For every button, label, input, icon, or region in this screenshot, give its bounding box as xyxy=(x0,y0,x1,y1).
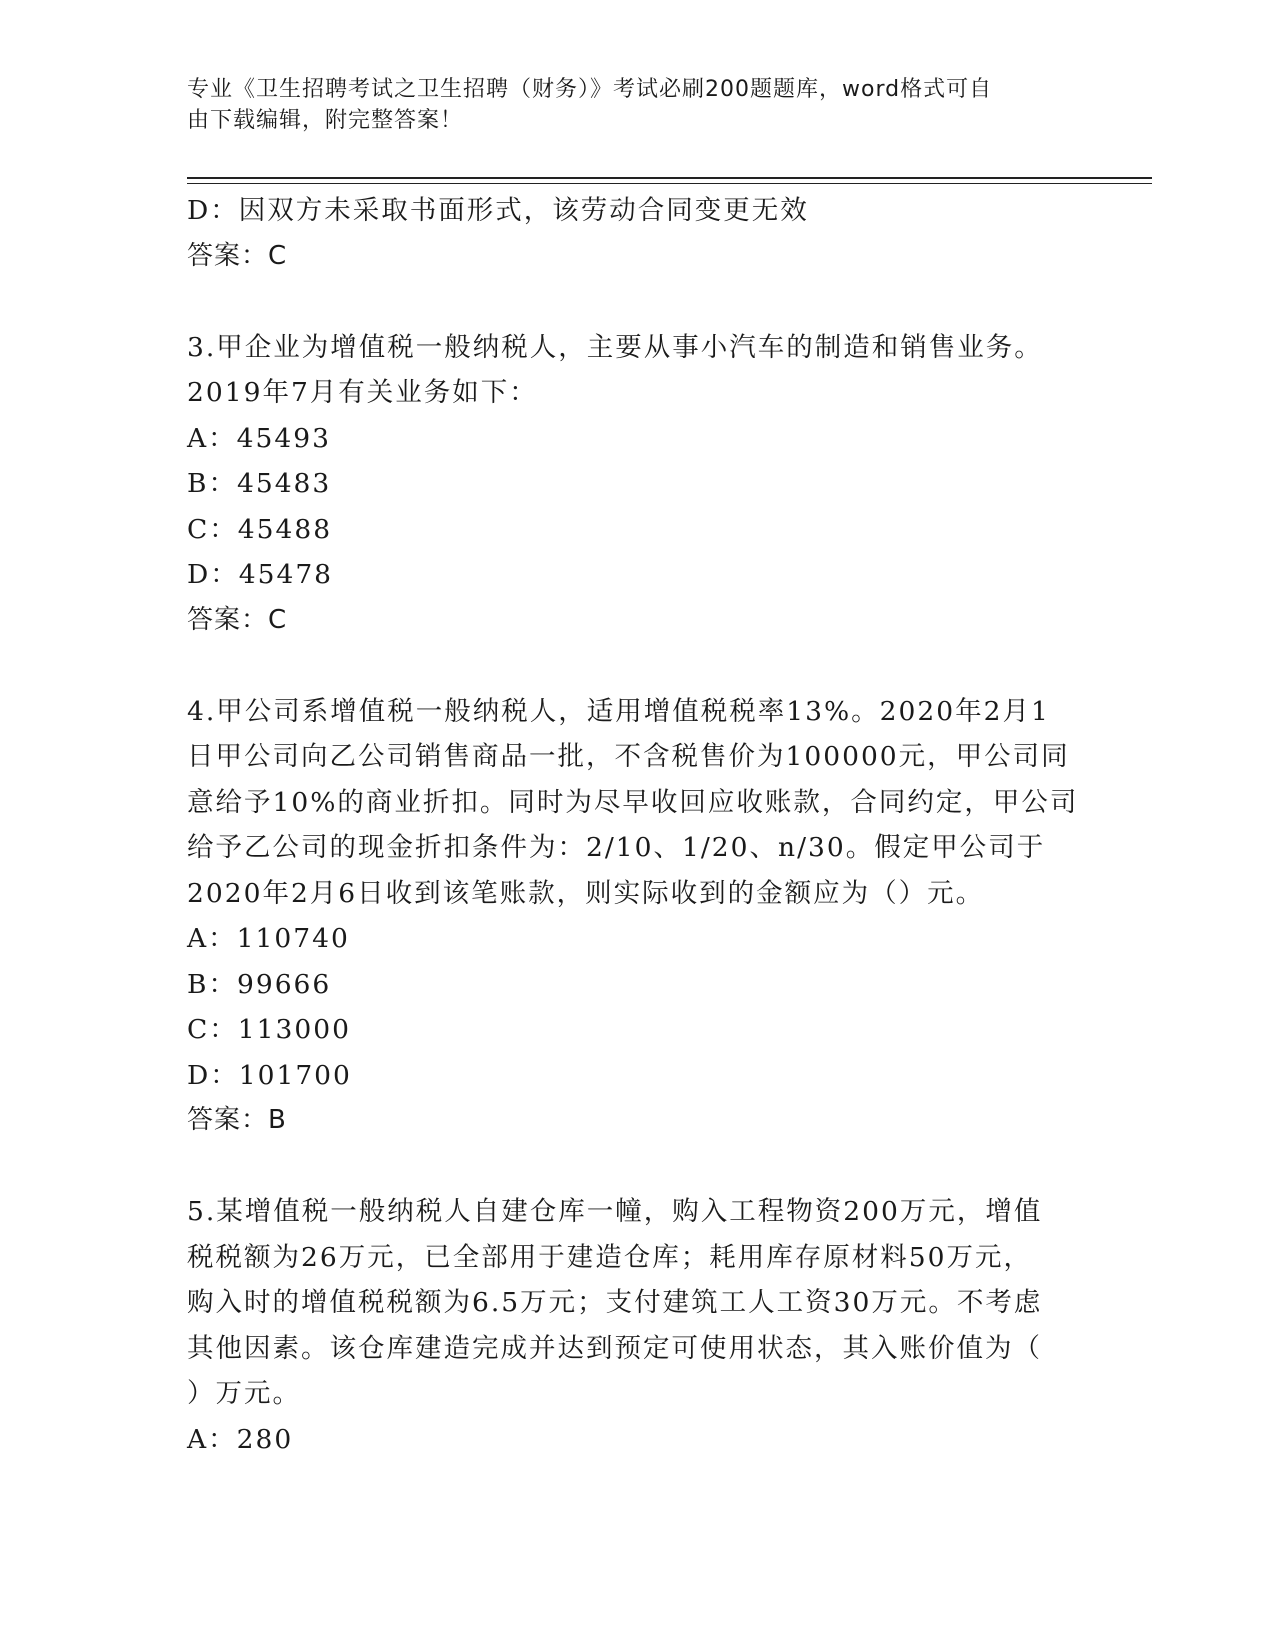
q5-stem-line: 税税额为26万元，已全部用于建造仓库；耗用库存原材料50万元， xyxy=(187,1241,1032,1273)
q4-stem-line: 给予乙公司的现金折扣条件为：2/10、1/20、n/30。假定甲公司于 xyxy=(187,832,1046,863)
document-body xyxy=(187,188,1087,1462)
spacer xyxy=(187,643,1087,689)
q4-option-b: B：99666 xyxy=(187,968,332,1000)
header-divider-thick xyxy=(187,177,1152,179)
q2-option-d: D：因双方未采取书面形式，该劳动合同变更无效 xyxy=(187,195,809,226)
q4-stem-line: 意给予10%的商业折扣。同时为尽早收回应收账款，合同约定，甲公司 xyxy=(187,786,1079,818)
q4-stem-line: 2020年2月6日收到该笔账款，则实际收到的金额应为（）元。 xyxy=(187,877,985,909)
q4-stem-line: 4.甲公司系增值税一般纳税人，适用增值税税率13%。2020年2月1 xyxy=(187,695,1050,727)
header-line-1: 专业《卫生招聘考试之卫生招聘（财务）》考试必刷200题题库，word格式可自 xyxy=(187,77,993,102)
q3-option-a: A：45493 xyxy=(187,422,331,454)
q3-stem-line: 3.甲企业为增值税一般纳税人，主要从事小汽车的制造和销售业务。 xyxy=(187,331,1043,363)
q3-answer: 答案：C xyxy=(187,604,288,635)
question-5 xyxy=(187,1189,1087,1462)
q4-stem-line: 日甲公司向乙公司销售商品一批，不含税售价为100000元，甲公司同 xyxy=(187,741,1070,772)
spacer xyxy=(187,279,1087,325)
q4-option-a: A：110740 xyxy=(187,923,350,954)
document-header xyxy=(187,74,1067,136)
question-4 xyxy=(187,689,1087,1144)
q4-option-d: D：101700 xyxy=(187,1059,352,1091)
q5-option-a: A：280 xyxy=(187,1423,294,1455)
q5-stem-line: ）万元。 xyxy=(187,1378,301,1409)
q5-stem-line: 5.某增值税一般纳税人自建仓库一幢，购入工程物资200万元，增值 xyxy=(187,1196,1043,1227)
question-3 xyxy=(187,325,1087,644)
q4-option-c: C：113000 xyxy=(187,1014,351,1045)
header-line-2: 由下载编辑，附完整答案！ xyxy=(187,108,464,133)
q4-answer: 答案：B xyxy=(187,1105,287,1135)
q5-stem-line: 购入时的增值税税额为6.5万元；支付建筑工人工资30万元。不考虑 xyxy=(187,1287,1043,1318)
q3-option-c: C：45488 xyxy=(187,513,333,545)
header-divider-thin xyxy=(187,183,1152,184)
q3-option-d: D：45478 xyxy=(187,559,334,590)
q3-stem-line: 2019年7月有关业务如下： xyxy=(187,377,538,408)
q3-option-b: B：45483 xyxy=(187,468,332,499)
q2-answer: 答案：C xyxy=(187,240,288,271)
spacer xyxy=(187,1144,1087,1190)
q5-stem-line: 其他因素。该仓库建造完成并达到预定可使用状态，其入账价值为（ xyxy=(187,1332,1042,1364)
